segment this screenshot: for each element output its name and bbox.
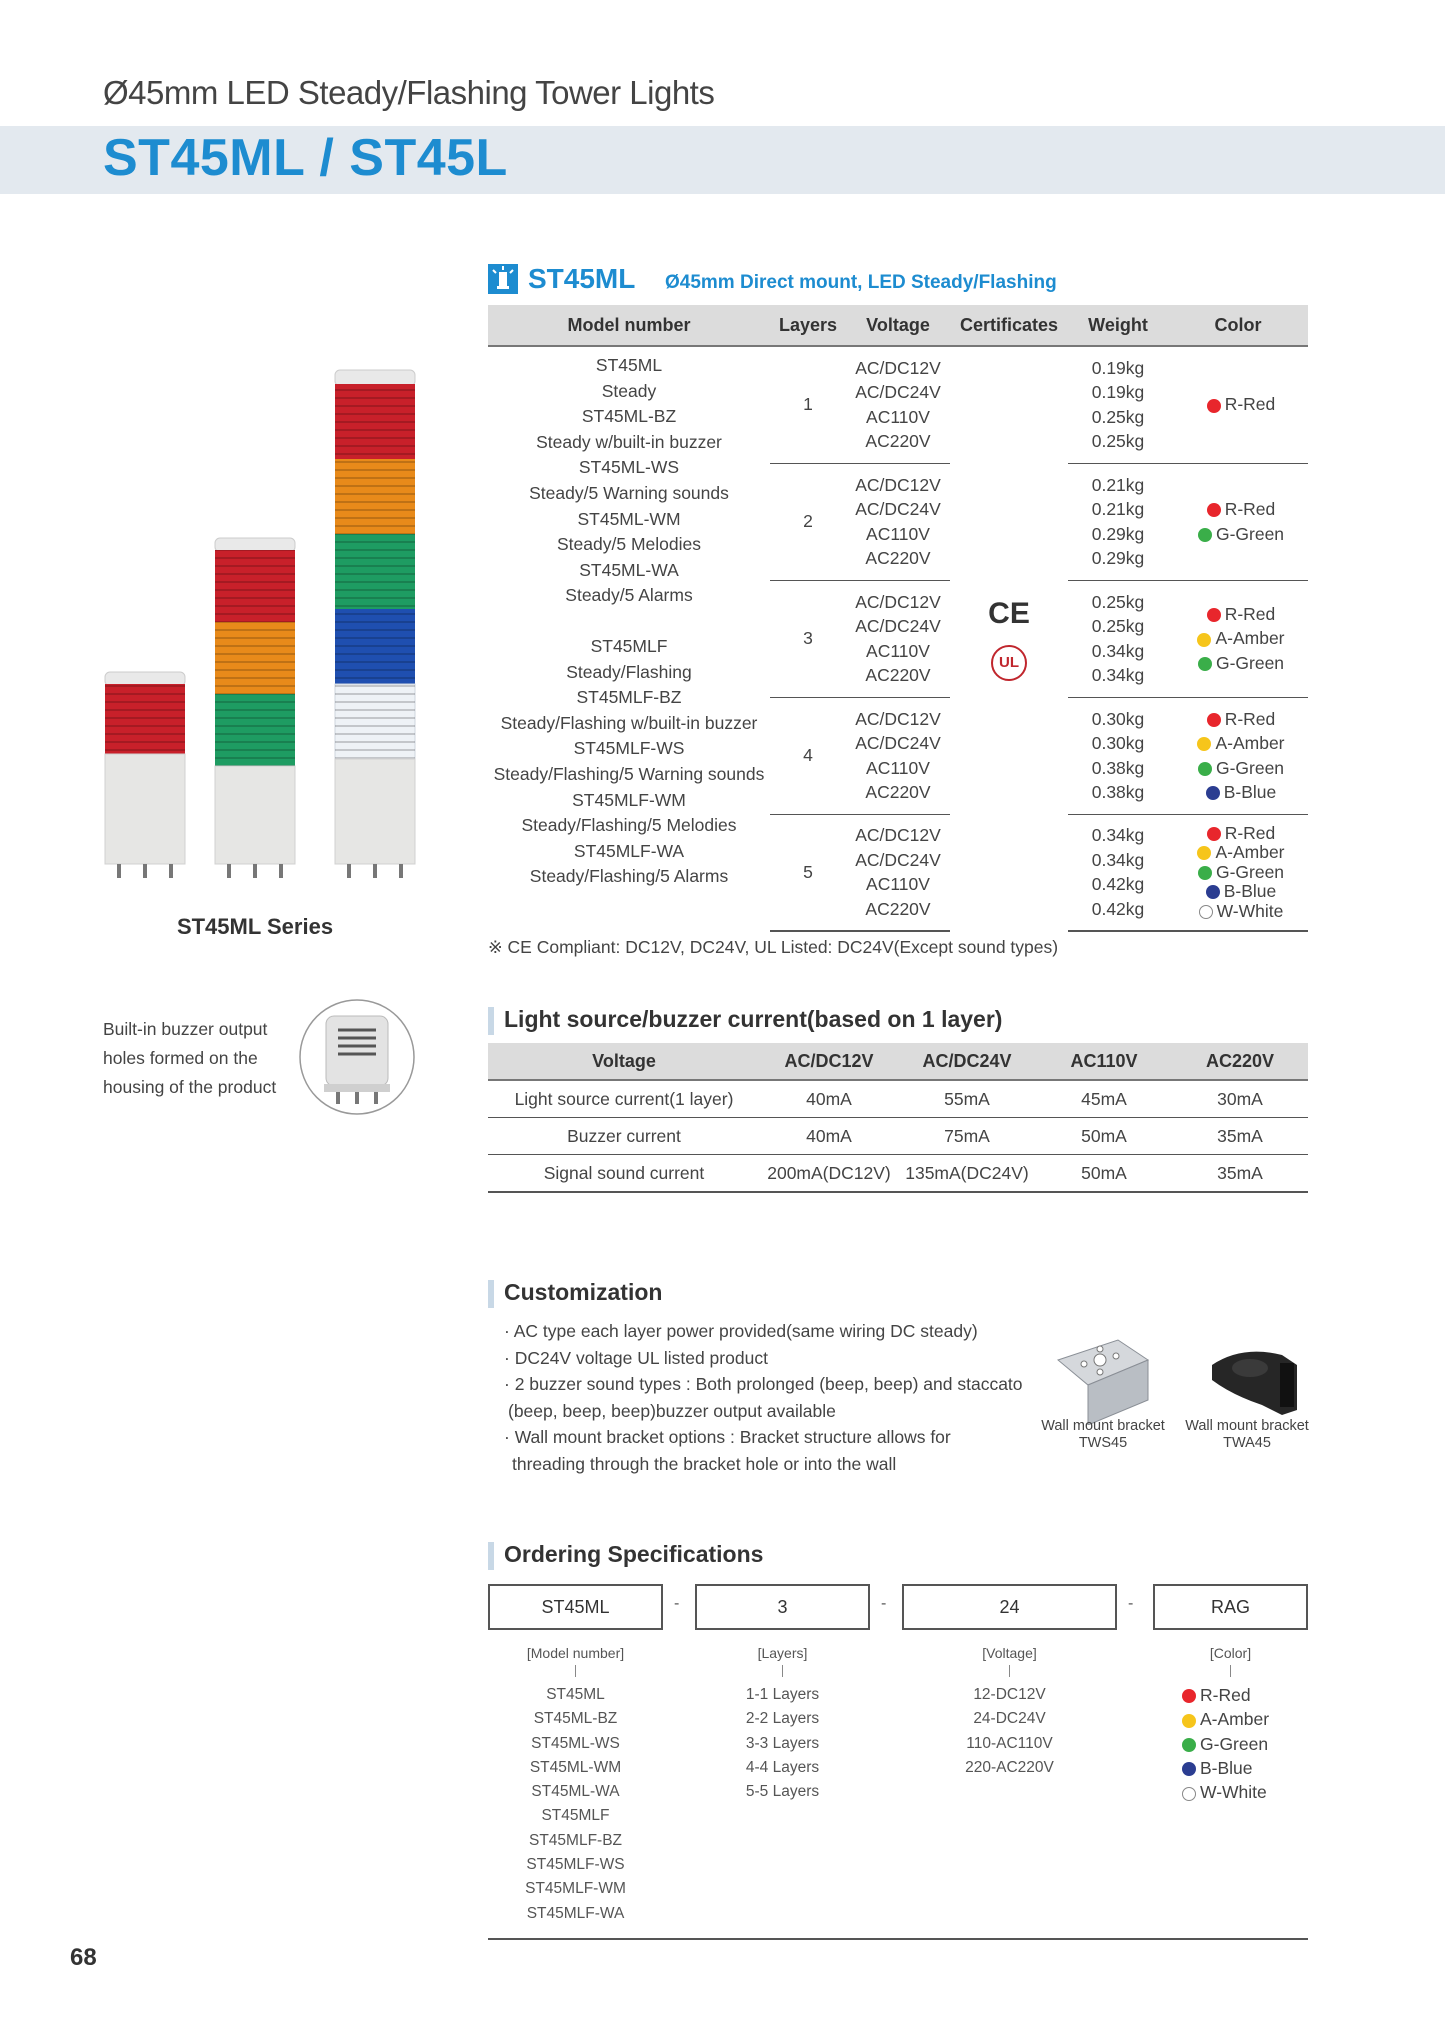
- product-description: Ø45mm Direct mount, LED Steady/Flashing: [665, 272, 1057, 293]
- red-dot-icon: [1182, 1689, 1196, 1703]
- list-item: · Wall mount bracket options : Bracket structure allows for: [504, 1427, 951, 1447]
- connector-line: [575, 1665, 576, 1677]
- bracket-twa45-image: [1202, 1335, 1312, 1425]
- spec-row: [488, 346, 1308, 463]
- page-number: 68: [70, 1944, 97, 1971]
- red-dot-icon: [1207, 827, 1221, 841]
- layers-cell: 1: [770, 346, 846, 463]
- color-cell: R-Red A-Amber G-Green: [1168, 580, 1308, 697]
- green-dot-icon: [1198, 866, 1212, 880]
- layers-cell: 4: [770, 697, 846, 814]
- section-marker: [488, 1542, 494, 1570]
- current-table: [488, 1043, 1308, 1193]
- buzzer-caption-line: housing of the product: [103, 1077, 277, 1097]
- order-color-list: R-Red A-Amber G-Green B-Blue W-White: [1182, 1683, 1269, 1804]
- customization-title: Customization: [504, 1279, 663, 1305]
- order-model-list: ST45ML ST45ML-BZ ST45ML-WS ST45ML-WM ST45ML-WA ST45MLF ST45MLF-BZ ST45MLF-WS ST45MLF-WM ST45MLF-WA: [525, 1686, 626, 1922]
- voltage-cell: AC/DC12V AC/DC24V AC110V AC220V: [846, 580, 950, 697]
- order-label: [Model number]: [526, 1645, 625, 1661]
- green-dot-icon: [1198, 657, 1212, 671]
- order-model-box: ST45ML: [488, 1584, 663, 1630]
- weight-cell: 0.19kg 0.19kg 0.25kg 0.25kg: [1068, 346, 1168, 463]
- voltage-cell: AC/DC12V AC/DC24V AC110V AC220V: [846, 463, 950, 580]
- list-item: · 2 buzzer sound types : Both prolonged (beep, beep) and staccato: [504, 1374, 1023, 1394]
- ce-mark-icon: CE: [988, 597, 1030, 630]
- layers-cell: 2: [770, 463, 846, 580]
- col-header: AC/DC24V: [898, 1043, 1036, 1080]
- buzzer-caption: [103, 1015, 276, 1102]
- current-section-title: Light source/buzzer current(based on 1 layer): [504, 1006, 1003, 1032]
- list-item: (beep, beep, beep)buzzer output available: [508, 1400, 836, 1421]
- amber-dot-icon: [1197, 846, 1211, 860]
- amber-dot-icon: [1197, 633, 1211, 647]
- connector-line: [1009, 1665, 1010, 1677]
- list-item: threading through the bracket hole or into the wall: [512, 1453, 897, 1474]
- ordering-title: Ordering Specifications: [504, 1541, 764, 1567]
- tower-light-icon: [488, 264, 518, 294]
- color-cell: R-Red A-Amber G-Green B-Blue: [1168, 697, 1308, 814]
- product-name: ST45ML: [528, 263, 636, 294]
- buzzer-caption-line: Built-in buzzer output: [103, 1019, 268, 1039]
- separator: -: [881, 1595, 887, 1612]
- col-header: Color: [1168, 305, 1308, 346]
- tower-lights-image: [95, 360, 440, 890]
- blue-dot-icon: [1206, 885, 1220, 899]
- amber-dot-icon: [1182, 1714, 1196, 1728]
- bottom-rule: [488, 1938, 1308, 1940]
- green-dot-icon: [1198, 528, 1212, 542]
- order-label: [Voltage]: [982, 1645, 1037, 1661]
- weight-cell: 0.30kg 0.30kg 0.38kg 0.38kg: [1068, 697, 1168, 814]
- red-dot-icon: [1207, 399, 1221, 413]
- section-marker: [488, 1280, 494, 1308]
- ul-mark-icon: UL: [991, 645, 1027, 681]
- layers-cell: 5: [770, 814, 846, 931]
- table-row: Light source current(1 layer) 40mA 55mA 45mA 30mA: [488, 1080, 1308, 1118]
- order-voltage-list: 12-DC12V 24-DC24V 110-AC110V 220-AC220V: [965, 1686, 1054, 1776]
- customization-list: [500, 1318, 1030, 1477]
- voltage-cell: AC/DC12V AC/DC24V AC110V AC220V: [846, 346, 950, 463]
- order-color-box: RAG: [1153, 1584, 1308, 1630]
- color-cell: R-Red G-Green: [1168, 463, 1308, 580]
- list-item: · AC type each layer power provided(same wiring DC steady): [504, 1321, 978, 1341]
- page-title: ST45ML / ST45L: [103, 129, 508, 187]
- separator: -: [674, 1595, 680, 1612]
- col-header: AC/DC12V: [760, 1043, 898, 1080]
- buzzer-caption-line: holes formed on the: [103, 1048, 258, 1068]
- series-caption: ST45ML Series: [176, 914, 334, 939]
- red-dot-icon: [1207, 503, 1221, 517]
- bracket-caption: Wall mount bracket TWA45: [1185, 1418, 1309, 1451]
- model-cell: ST45ML Steady ST45ML-BZ Steady w/built-in buzzer ST45ML-WS Steady/5 Warning sounds ST45ML-WM Steady/5 Melodies ST45ML-WA Steady/5 Alarms ST45MLF Steady/Flashing ST45MLF-BZ Steady/Flashing w/built-in buzzer ST45MLF-WS Steady/Flashing/5 Warning sounds ST45MLF-WM Steady/Flashing/5 Melodies ST45MLF-WA Steady/Flashing/5 Alarms: [493, 355, 765, 887]
- col-header: Voltage: [488, 1043, 760, 1080]
- voltage-cell: AC/DC12V AC/DC24V AC110V AC220V: [846, 697, 950, 814]
- col-header: Model number: [488, 305, 770, 346]
- col-header: Layers: [770, 305, 846, 346]
- white-dot-icon: [1182, 1787, 1196, 1801]
- blue-dot-icon: [1206, 786, 1220, 800]
- green-dot-icon: [1198, 762, 1212, 776]
- certificates-cell: [950, 346, 1068, 931]
- certification-note: ※ CE Compliant: DC12V, DC24V, UL Listed: DC24V(Except sound types): [488, 937, 1059, 957]
- weight-cell: 0.34kg 0.34kg 0.42kg 0.42kg: [1068, 814, 1168, 931]
- order-label: [Layers]: [757, 1645, 808, 1661]
- col-header: Weight: [1068, 305, 1168, 346]
- color-cell: R-Red A-Amber G-Green B-Blue W-White: [1168, 814, 1308, 931]
- red-dot-icon: [1207, 608, 1221, 622]
- color-cell: R-Red: [1168, 346, 1308, 463]
- table-row: Signal sound current 200mA(DC12V) 135mA(DC24V) 50mA 35mA: [488, 1155, 1308, 1193]
- weight-cell: 0.25kg 0.25kg 0.34kg 0.34kg: [1068, 580, 1168, 697]
- col-header: AC110V: [1036, 1043, 1172, 1080]
- green-dot-icon: [1182, 1738, 1196, 1752]
- list-item: · DC24V voltage UL listed product: [504, 1347, 768, 1368]
- weight-cell: 0.21kg 0.21kg 0.29kg 0.29kg: [1068, 463, 1168, 580]
- layers-cell: 3: [770, 580, 846, 697]
- col-header: Voltage: [846, 305, 950, 346]
- connector-line: [782, 1665, 783, 1677]
- col-header: AC220V: [1172, 1043, 1308, 1080]
- spec-table: [488, 305, 1308, 932]
- bracket-caption: Wall mount bracket TWS45: [1041, 1418, 1165, 1451]
- order-label: [Color]: [1209, 1645, 1252, 1661]
- bracket-tws45-image: [1048, 1330, 1158, 1425]
- section-marker: [488, 1007, 494, 1035]
- voltage-cell: AC/DC12V AC/DC24V AC110V AC220V: [846, 814, 950, 931]
- buzzer-housing-image: [298, 998, 416, 1116]
- connector-line: [1230, 1665, 1231, 1677]
- table-row: Buzzer current 40mA 75mA 50mA 35mA: [488, 1118, 1308, 1155]
- red-dot-icon: [1207, 713, 1221, 727]
- separator: -: [1128, 1595, 1134, 1612]
- order-layers-box: 3: [695, 1584, 870, 1630]
- amber-dot-icon: [1197, 737, 1211, 751]
- col-header: Certificates: [950, 305, 1068, 346]
- blue-dot-icon: [1182, 1762, 1196, 1776]
- page-subtitle: Ø45mm LED Steady/Flashing Tower Lights: [103, 74, 715, 111]
- white-dot-icon: [1199, 905, 1213, 919]
- order-layers-list: 1-1 Layers 2-2 Layers 3-3 Layers 4-4 Layers 5-5 Layers: [745, 1686, 820, 1801]
- order-voltage-box: 24: [902, 1584, 1117, 1630]
